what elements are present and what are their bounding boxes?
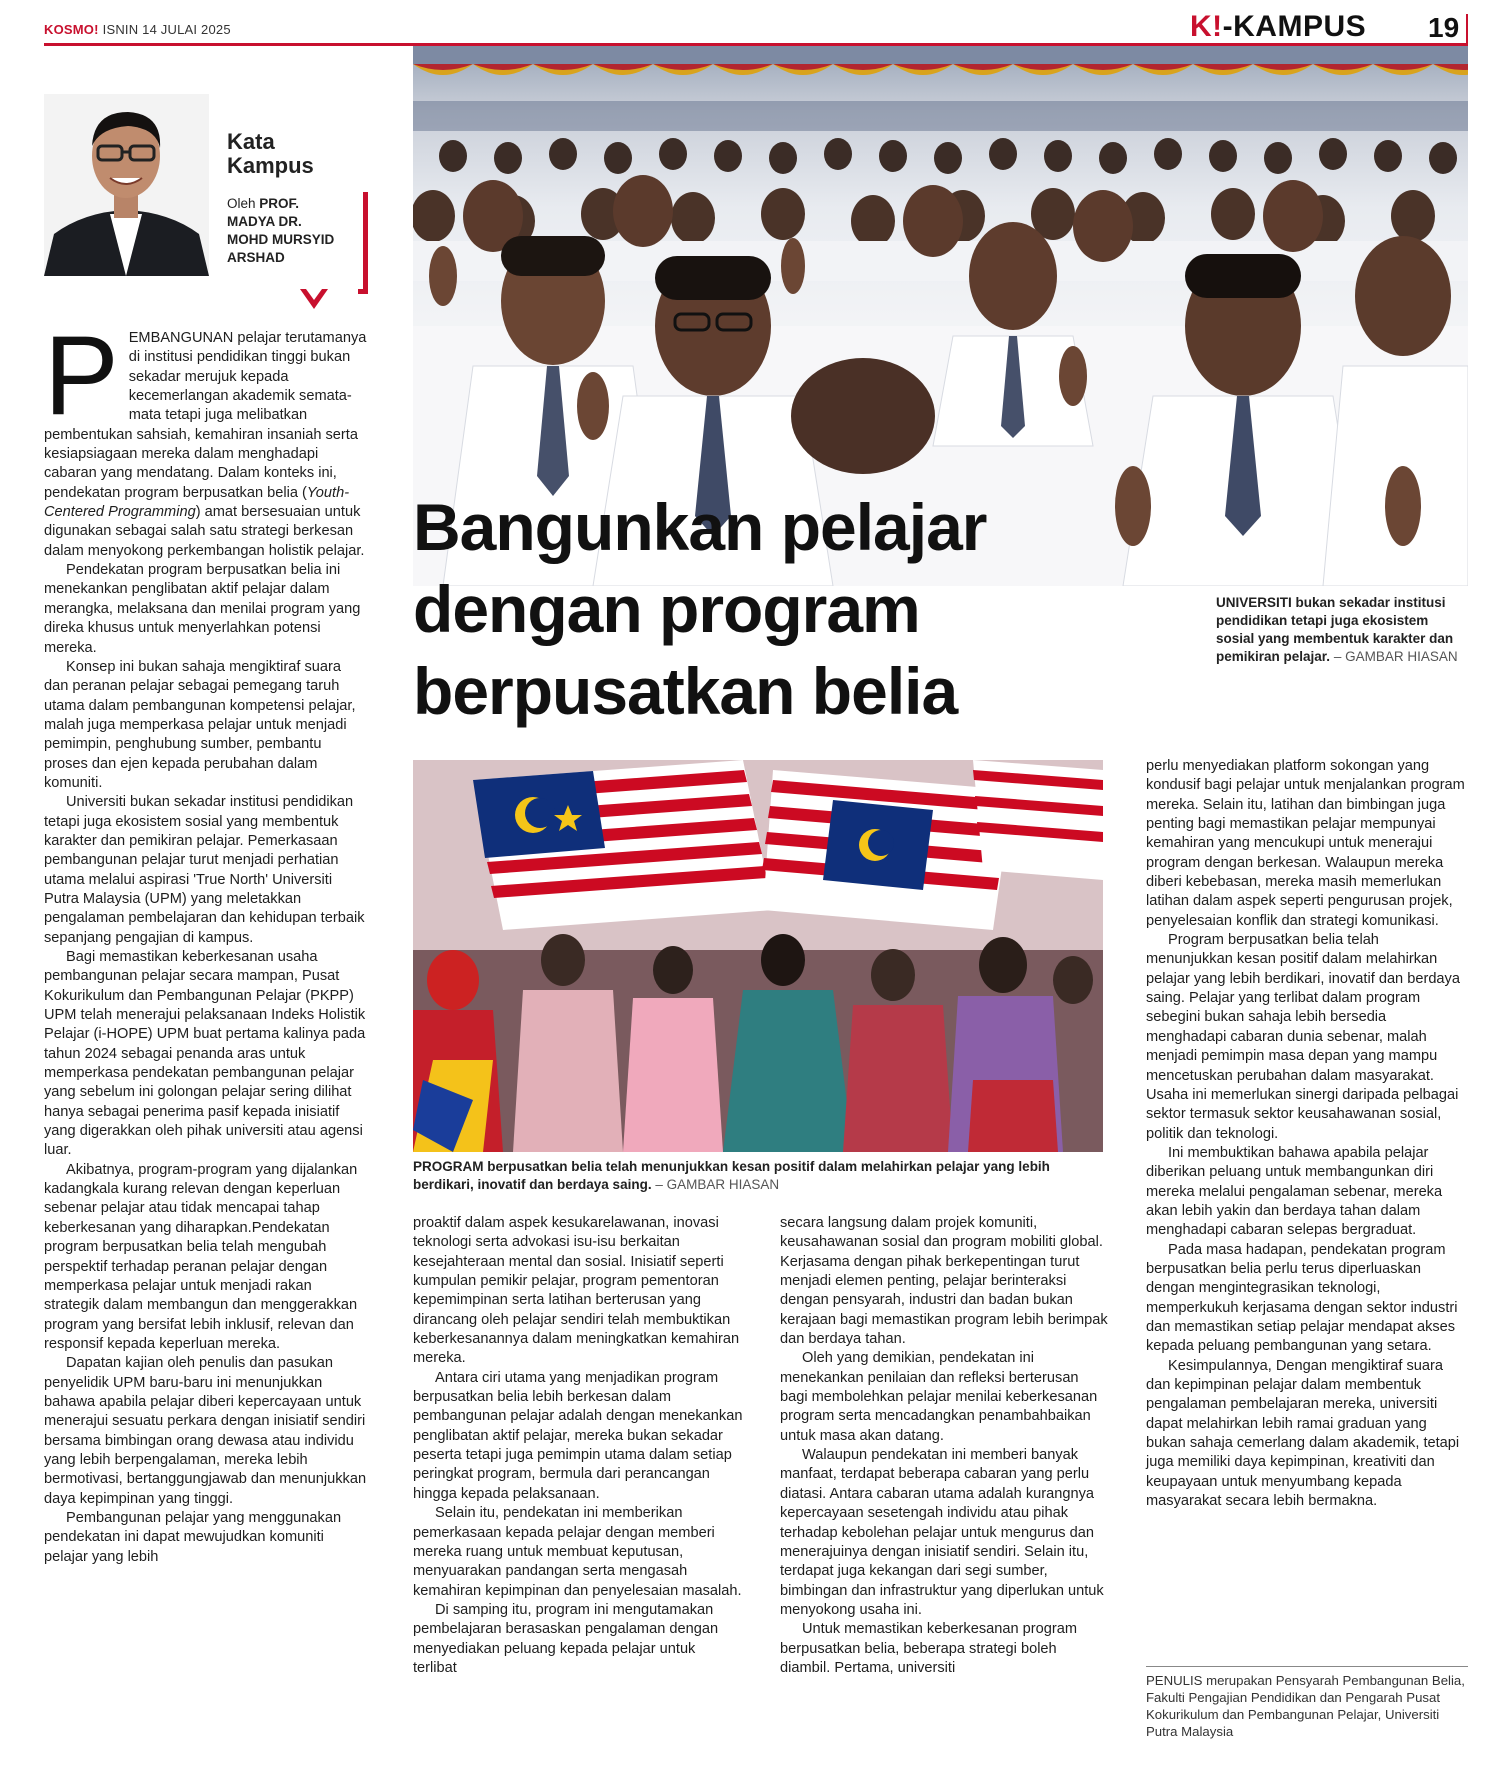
article-paragraph-4: Universiti bukan sekadar institusi pendidikan tetapi juga ekosistem sosial yang membentuk karakter dan pemikiran pelajar. Pemerkasaan pembangunan pelajar turut menjadi perhatian utama melalui aspirasi 'True North' Universiti Putra Malaysia (UPM) yang meletakkan pengalaman pembelajaran dan kehidupan terbaik sepanjang pengajian di kampus. <box>44 794 365 946</box>
photo-students-flags <box>413 760 1103 1152</box>
article-paragraph-9: proaktif dalam aspek kesukarelawanan, inovasi teknologi serta advokasi isu-isu berkaitan kesejahteraan mental dan sosial. Inisiatif seperti kumpulan pemikir pelajar, program pementoran kepemimpinan serta latihan berterusan yang dirancang oleh pelajar sendiri telah membuktikan keberkesanannya dalam meningkatkan kemahiran mereka. <box>413 1215 740 1367</box>
section-rubric <box>1190 10 1366 44</box>
byline-bracket <box>358 192 368 294</box>
byline <box>227 195 334 267</box>
author-portrait <box>44 94 209 276</box>
byline-prefix: Oleh <box>227 196 256 211</box>
photo2-caption-text: PROGRAM berpusatkan belia telah menunjukkan kesan positif dalam melahirkan pelajar yang lebih berdikari, inovatif dan berdaya saing. <box>413 1159 1050 1192</box>
photo2-caption-credit: – GAMBAR HIASAN <box>655 1177 780 1192</box>
rubric-k: K! <box>1190 10 1223 43</box>
photo1-caption-text: UNIVERSITI bukan sekadar institusi pendidikan tetapi juga ekosistem sosial yang membentuk karakter dan pemikiran pelajar. <box>1216 595 1454 664</box>
article-paragraph-7: Dapatan kajian oleh penulis dan pasukan penyelidik UPM baru-baru ini menunjukkan bahawa apabila pelajar diberi kepercayaan untuk menerajui sesuatu perkara dengan inisiatif sendiri bersama bimbingan orang dewasa atau individu yang lebih berpengalaman, mereka lebih bermotivasi, bertanggungjawab dan menunjukkan daya kepimpinan yang tinggi. <box>44 1355 367 1507</box>
article-paragraph-2: Pendekatan program berpusatkan belia ini menekankan penglibatan aktif pelajar dalam merangka, melaksana dan menilai program yang direka khusus untuk menyerlahkan potensi mereka. <box>44 562 361 656</box>
lead-caps: EMBANGUNAN <box>128 330 234 346</box>
article-paragraph-6: Akibatnya, program-program yang dijalankan kadangkala kurang relevan dengan keperluan sebenar pelajar atau tidak mencapai tahap keberkesanan yang diharapkan.Pendekatan program berpusatkan belia telah mengubah perspektif terhadap peranan pelajar dengan memperkasa pelajar untuk menjadi rakan strategik dalam membangun dan menggerakkan program yang bersifat lebih inklusif, relevan dan responsif kepada keperluan mereka. <box>44 1161 358 1352</box>
article-column-2 <box>413 1214 743 1678</box>
column-label <box>227 130 314 178</box>
page-header-left <box>44 22 231 37</box>
article-paragraph-12: Di samping itu, program ini mengutamakan pembelajaran berasaskan pengalaman dengan menyediakan peluang kepada pelajar untuk terlibat <box>413 1601 719 1676</box>
photo1-caption-credit: – GAMBAR HIASAN <box>1333 649 1458 664</box>
article-paragraph-8: Pembangunan pelajar yang menggunakan pendekatan ini dapat mewujudkan komuniti pelajar yang lebih <box>44 1509 342 1565</box>
page-number: 19 <box>1428 12 1460 43</box>
article-column-4 <box>1146 757 1468 1511</box>
article-paragraph-16: Untuk memastikan keberkesanan program berpusatkan belia, beberapa strategi boleh diambil. Pertama, universiti <box>780 1621 1077 1676</box>
article-column-1 <box>44 313 369 1567</box>
photo1-caption <box>1216 594 1466 666</box>
article-paragraph-11: Selain itu, pendekatan ini memberikan pemerkasaan kepada pelajar dengan memberi mereka ruang untuk membuat keputusan, menyuarakan pandangan serta mengasah kemahiran kepimpinan dan penyelesaian masalah. <box>413 1505 742 1599</box>
drop-cap: P <box>44 313 119 438</box>
article-paragraph-21: Kesimpulannya, Dengan mengiktiraf suara dan kepimpinan pelajar dalam membentuk pengalaman pembelajaran mereka, universiti dapat melahirkan lebih ramai graduan yang bukan sahaja cemerlang dalam akademik, tetapi juga memiliki daya kepimpinan, kreativiti dan keupayaan untuk menyumbang kepada masyarakat secara lebih bermakna. <box>1146 1357 1460 1510</box>
article-paragraph-10: Antara ciri utama yang menjadikan program berpusatkan belia lebih berkesan dalam pembangunan pelajar adalah dengan menekankan penglibatan aktif pelajar, mereka bukan sekadar peserta tetapi juga pemimpin utama dalam setiap peringkat program, bermula dari perancangan hingga kepada pelaksanaan. <box>413 1369 743 1502</box>
publication-date: ISNIN 14 JULAI 2025 <box>102 22 231 37</box>
rubric-name: -KAMPUS <box>1222 10 1367 43</box>
headline: Bangunkan pelajar dengan program berpusatkan belia <box>413 490 987 728</box>
article-paragraph-1 <box>44 313 369 561</box>
column-label-line1: Kata <box>227 129 275 154</box>
article-paragraph-18: Program berpusatkan belia telah menunjukkan kesan positif dalam melahirkan pelajar yang lebih berdikari, inovatif dan berdaya saing. Pelajar yang terlibat dalam program sebegini bukan sahaja lebih bersedia menghadapi cabaran dunia sebenar, malah menjadi pemimpin masa depan yang mampu mencetuskan perubahan dalam masyarakat. Usaha ini memerlukan sinergi daripada pelbagai sektor termasuk sektor keusahawanan sosial, politik dan teknologi. <box>1146 932 1460 1142</box>
byline-name: PROF. MADYA DR. MOHD MURSYID ARSHAD <box>227 196 335 265</box>
paragraph-1-italic: Youth-Centered Programming <box>44 484 350 521</box>
article-paragraph-15: Walaupun pendekatan ini memberi banyak manfaat, terdapat beberapa cabaran yang perlu diatasi. Antara cabaran utama adalah kurangnya kepercayaan sesetengah individu atau pihak terhadap kebolehan pelajar untuk mengurus dan menerajuinya dengan inisiatif sendiri. Selain itu, terdapat juga kekangan dari segi sumber, bimbingan dan infrastruktur yang diperlukan untuk menyokong usaha ini. <box>780 1447 1104 1618</box>
bio-rule <box>1146 1666 1468 1667</box>
article-paragraph-13: secara langsung dalam projek komuniti, keusahawanan sosial dan program mobiliti global. Kerjasama dengan pihak berkepentingan turut menjadi elemen penting, pelajar berinteraksi dengan pensyarah, industri dan badan bukan kerajaan bagi memastikan program lebih berimpak dan berdaya tahan. <box>780 1215 1108 1348</box>
speech-bubble-tail-inner <box>306 289 322 300</box>
article-paragraph-3: Konsep ini bukan sahaja mengiktiraf suara dan peranan pelajar sebagai pemegang taruh utama dalam pembangunan kompetensi pelajar, malah juga memperkasa pelajar untuk menjadi pemimpin, penghubung sumber, pembantu proses dan ejen kepada perubahan dalam komuniti. <box>44 658 356 791</box>
paragraph-1-text: pelajar terutamanya di institusi pendidikan tinggi bukan sekadar merujuk kepada kecemerlangan akademik semata-mata tetapi juga melibatkan pembentukan sahsiah, kemahiran insaniah serta kesiapsiagaan mereka dalam menghadapi cabaran yang mendatang. Dalam konteks ini, pendekatan program berpusatkan belia ( <box>44 330 367 501</box>
article-column-3 <box>780 1214 1110 1678</box>
header-rule-vertical <box>1466 14 1468 44</box>
article-paragraph-17: perlu menyediakan platform sokongan yang kondusif bagi pelajar untuk menjalankan program mereka. Selain itu, latihan dan bimbingan juga penting bagi memastikan pelajar mempunyai kemahiran yang mencukupi untuk menerajui program dengan berkesan. Walaupun mereka diberi kebebasan, mereka masih memerlukan latihan dalam aspek seperti pengurusan projek, penyelesaian konflik dan strategi komunikasi. <box>1146 758 1465 929</box>
author-bio: PENULIS merupakan Pensyarah Pembangunan Belia, Fakulti Pengajian Pendidikan dan Pengarah Pusat Kokurikulum dan Pembangunan Pelajar, Universiti Putra Malaysia <box>1146 1673 1465 1739</box>
article-paragraph-19: Ini membuktikan bahawa apabila pelajar diberikan peluang untuk membangunkan diri mereka melalui pengalaman sebenar, mereka akan lebih yakin dan berdaya tahan dalam menghadapi cabaran selepas bergraduat. <box>1146 1144 1443 1239</box>
publication-brand: KOSMO! <box>44 22 99 37</box>
column-label-line2: Kampus <box>227 153 314 178</box>
photo2-caption <box>413 1158 1103 1194</box>
article-paragraph-20: Pada masa hadapan, pendekatan program berpusatkan belia perlu terus diperluaskan dengan mengintegrasikan teknologi, memperkukuh kerjasama dengan sektor industri dan memastikan setiap pelajar mendapat akses kepada peluang pembangunan yang setara. <box>1146 1241 1458 1355</box>
article-paragraph-14: Oleh yang demikian, pendekatan ini menekankan penilaian dan refleksi berterusan bagi membolehkan pelajar menilai keberkesanan program serta mencadangkan penambahbaikan untuk masa akan datang. <box>780 1350 1098 1444</box>
article-paragraph-5: Bagi memastikan keberkesanan usaha pembangunan pelajar secara mampan, Pusat Kokurikulum dan Pembangunan Pelajar (PKPP) UPM telah menerajui pelaksanaan Indeks Holistik Pelajar (i-HOPE) UPM buat pertama kalinya pada tahun 2024 sebagai penanda aras untuk memperkasa pendekatan pembangunan pelajar yang sebelum ini golongan pelajar sering dilihat hanya sebagai penerima pasif kepada inisiatif yang digerakkan oleh pihak universiti atau agensi luar. <box>44 949 366 1159</box>
paragraph-1-end: ) amat bersesuaian untuk digunakan sebagai salah satu strategi berkesan dalam menyokong perkembangan holistik pelajar. <box>44 504 365 559</box>
